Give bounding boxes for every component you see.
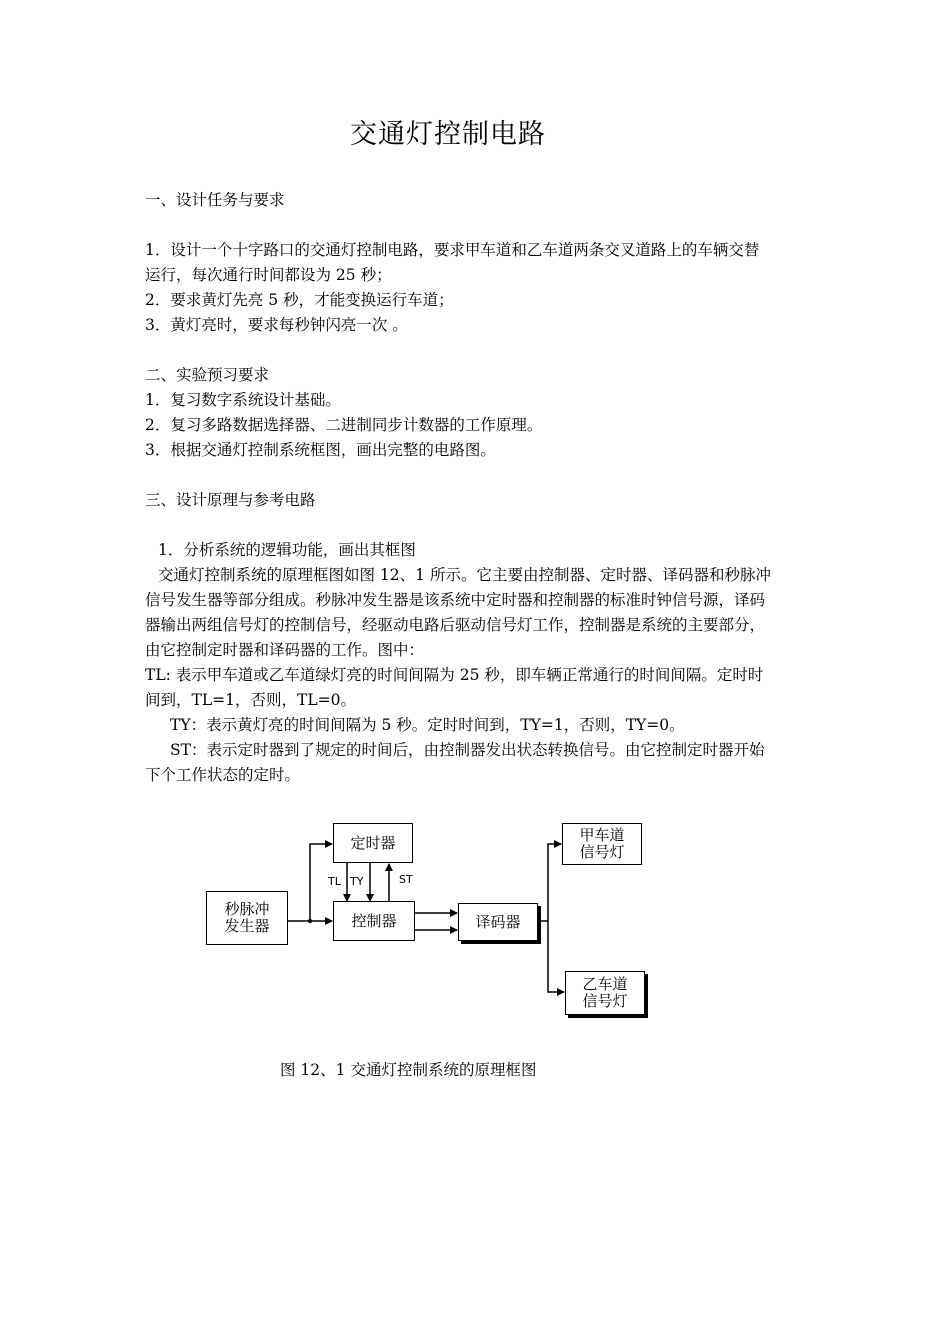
- section-1-item-2: 2．要求黄灯先亮 5 秒，才能变换运行车道；: [145, 291, 454, 309]
- signal-label-st: ST: [399, 873, 413, 886]
- signal-label-tl: TL: [328, 875, 341, 888]
- light-a-label-2: 信号灯: [579, 843, 625, 861]
- section-2-heading: 二、实验预习要求: [145, 366, 270, 384]
- signal-label-ty: TY: [350, 875, 364, 888]
- pulse-generator-label-2: 发生器: [224, 917, 270, 935]
- section-1-item-1-line-2: 运行，每次通行时间都设为 25 秒；: [145, 266, 392, 284]
- page-title: 交通灯控制电路: [350, 119, 546, 150]
- light-b-label-2: 信号灯: [582, 992, 628, 1010]
- ty-definition: TY：表示黄灯亮的时间间隔为 5 秒。定时时间到，TY=1，否则，TY=0。: [170, 716, 685, 734]
- controller-block: [333, 901, 415, 941]
- st-definition-line-1: ST：表示定时器到了规定的时间后，由控制器发出状态转换信号。由它控制定时器开始: [170, 741, 765, 759]
- paragraph-line: 信号发生器等部分组成。秒脉冲发生器是该系统中定时器和控制器的标准时钟信号源，译码: [145, 591, 766, 609]
- decoder-block: [458, 903, 538, 941]
- section-1-item-3: 3．黄灯亮时，要求每秒钟闪亮一次 。: [145, 316, 408, 334]
- section-2-item-1: 1．复习数字系统设计基础。: [145, 391, 341, 409]
- timer-block: [333, 823, 413, 863]
- light-b-block: [565, 971, 645, 1015]
- block-diagram: [200, 815, 660, 1025]
- section-2-item-3: 3．根据交通灯控制系统框图，画出完整的电路图。: [145, 441, 496, 459]
- paragraph-line: 由它控制定时器和译码器的工作。图中：: [145, 641, 425, 659]
- section-1-item-1-line-1: 1．设计一个十字路口的交通灯控制电路，要求甲车道和乙车道两条交叉道路上的车辆交替: [145, 241, 760, 259]
- paragraph-line: 交通灯控制系统的原理框图如图 12、1 所示。它主要由控制器、定时器、译码器和秒脉冲: [158, 566, 771, 584]
- timer-label: 定时器: [350, 833, 396, 852]
- junction-dot: [308, 919, 312, 923]
- st-definition-line-2: 下个工作状态的定时。: [145, 766, 301, 784]
- arrow-decoder-to-light-a: [540, 844, 561, 921]
- paragraph-line: 器输出两组信号灯的控制信号，经驱动电路后驱动信号灯工作，控制器是系统的主要部分，: [145, 616, 766, 634]
- section-3-sub-1: 1．分析系统的逻辑功能，画出其框图: [158, 541, 416, 559]
- light-b-label-1: 乙车道: [582, 975, 628, 993]
- pulse-generator-label-1: 秒脉冲: [224, 900, 270, 918]
- tl-definition-line-2: 间到，TL=1，否则，TL=0。: [145, 691, 356, 709]
- light-a-label-1: 甲车道: [579, 826, 625, 844]
- tl-definition-line-1: TL: 表示甲车道或乙车道绿灯亮的时间间隔为 25 秒，即车辆正常通行的时间间隔。定时时: [145, 666, 764, 684]
- decoder-label: 译码器: [475, 912, 521, 931]
- controller-label: 控制器: [351, 911, 397, 930]
- section-1-heading: 一、设计任务与要求: [145, 191, 285, 209]
- figure-caption: 图 12、1 交通灯控制系统的原理框图: [280, 1061, 537, 1079]
- pulse-generator-block: [206, 891, 288, 945]
- arrow-decoder-to-light-b: [548, 921, 564, 992]
- section-3-heading: 三、设计原理与参考电路: [145, 491, 316, 509]
- light-a-block: [562, 823, 642, 865]
- section-2-item-2: 2．复习多路数据选择器、二进制同步计数器的工作原理。: [145, 416, 543, 434]
